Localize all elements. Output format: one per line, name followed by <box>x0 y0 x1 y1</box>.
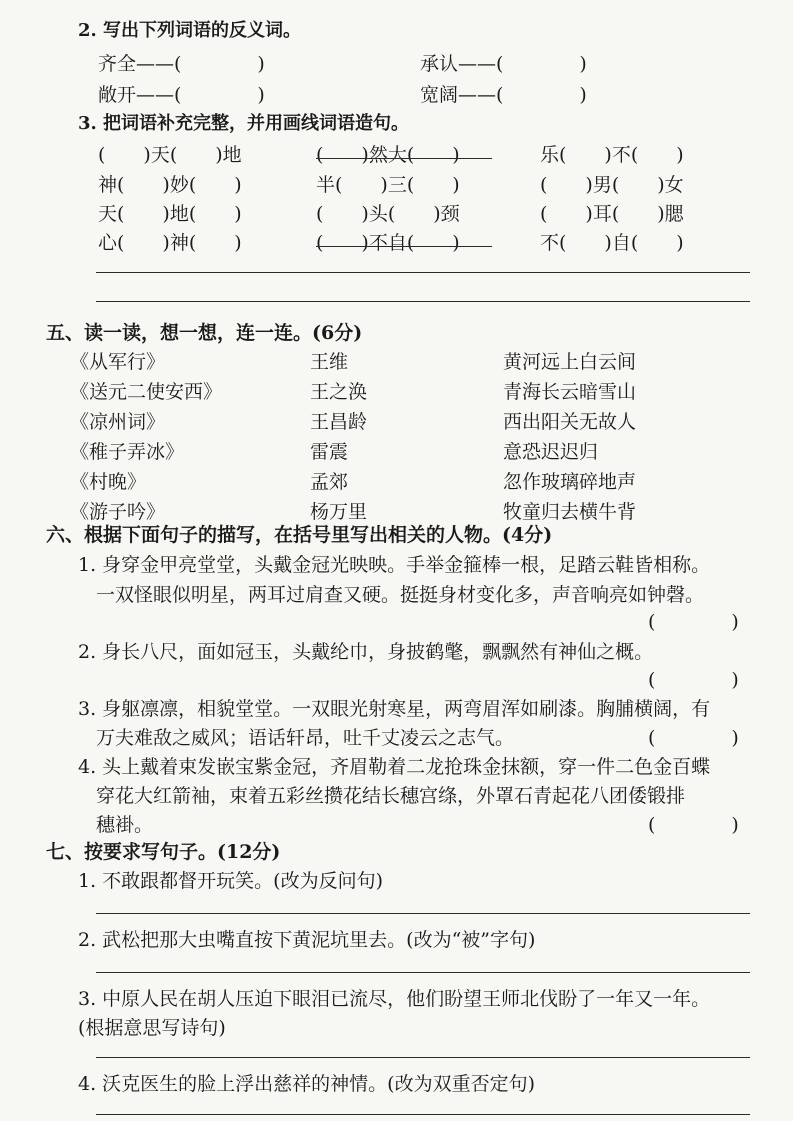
poem-line[interactable]: 黄河远上白云间 <box>503 351 637 373</box>
poem-line[interactable]: 忽作玻璃碎地声 <box>503 471 637 493</box>
answer-parens[interactable]: ( ) <box>648 611 739 633</box>
poet-name[interactable]: 王维 <box>310 351 349 373</box>
q3-word: 神( )妙( ) <box>98 174 242 196</box>
q3-word: ( )耳( )腮 <box>540 203 684 225</box>
section-5-title: 五、读一读，想一想，连一连。(6分) <box>46 322 363 344</box>
answer-line[interactable] <box>96 301 750 302</box>
poem-line[interactable]: 意恐迟迟归 <box>503 441 599 463</box>
q2-item: 承认——( ) <box>420 53 587 75</box>
q3-word: ( )男( )女 <box>540 174 684 196</box>
s7-q3-line1: 3. 中原人民在胡人压迫下眼泪已流尽，他们盼望王师北伐盼了一年又一年。 <box>78 988 711 1010</box>
poem-title[interactable]: 《稚子弄冰》 <box>70 441 185 463</box>
s6-q3-line1: 3. 身躯凛凛，相貌堂堂。一双眼光射寒星，两弯眉浑如刷漆。胸脯横阔，有 <box>78 698 711 720</box>
answer-line[interactable] <box>96 972 750 973</box>
poet-name[interactable]: 雷震 <box>310 441 349 463</box>
answer-parens[interactable]: ( ) <box>648 669 739 691</box>
q2-item: 齐全——( ) <box>98 53 265 75</box>
poem-line[interactable]: 西出阳关无故人 <box>503 411 637 433</box>
poet-name[interactable]: 王昌龄 <box>310 411 368 433</box>
q3-word: 心( )神( ) <box>98 232 242 254</box>
q2-title: 2. 写出下列词语的反义词。 <box>78 20 302 41</box>
q3-word: 乐( )不( ) <box>540 144 684 166</box>
s6-q1-line1: 1. 身穿金甲亮堂堂，头戴金冠光映映。手举金箍棒一根，足踏云鞋皆相称。 <box>78 554 711 576</box>
poem-title[interactable]: 《从军行》 <box>70 351 166 373</box>
s7-q2: 2. 武松把那大虫嘴直按下黄泥坑里去。(改为“被”字句) <box>78 929 536 951</box>
s7-q1: 1. 不敢跟都督开玩笑。(改为反问句) <box>78 870 383 892</box>
q3-word: ( )不自( ) <box>316 232 460 254</box>
answer-line[interactable] <box>96 272 750 273</box>
q3-word: 不( )自( ) <box>540 232 684 254</box>
poem-title[interactable]: 《凉州词》 <box>70 411 166 433</box>
q3-word: 半( )三( ) <box>316 174 460 196</box>
poem-title[interactable]: 《送元二使安西》 <box>70 381 223 403</box>
poet-name[interactable]: 王之涣 <box>310 381 368 403</box>
word-underline <box>316 158 492 159</box>
poem-title[interactable]: 《游子吟》 <box>70 501 166 523</box>
q2-item: 宽阔——( ) <box>420 84 587 106</box>
s7-q4: 4. 沃克医生的脸上浮出慈祥的神情。(改为双重否定句) <box>78 1073 535 1095</box>
word-underline <box>316 246 492 247</box>
answer-line[interactable] <box>96 1114 750 1115</box>
q2-item: 敞开——( ) <box>98 84 265 106</box>
q3-word: ( )头( )颈 <box>316 203 460 225</box>
s6-q2: 2. 身长八尺，面如冠玉，头戴纶巾，身披鹤氅，飘飘然有神仙之概。 <box>78 641 654 663</box>
q3-word: ( )天( )地 <box>98 144 242 166</box>
poem-line[interactable]: 牧童归去横牛背 <box>503 501 637 523</box>
poem-line[interactable]: 青海长云暗雪山 <box>503 381 637 403</box>
s6-q4-line2: 穿花大红箭袖，束着五彩丝攒花结长穗宫绦，外罩石青起花八团倭锻排 <box>96 785 686 807</box>
answer-line[interactable] <box>96 1057 750 1058</box>
section-6-title: 六、根据下面句子的描写，在括号里写出相关的人物。(4分) <box>46 524 553 546</box>
s6-q1-line2: 一双怪眼似明星，两耳过肩查又硬。挺挺身材变化多，声音响亮如钟磬。 <box>96 584 705 606</box>
answer-line[interactable] <box>96 913 750 914</box>
q3-word: 天( )地( ) <box>98 203 242 225</box>
s6-q4-line3: 穗褂。 <box>96 814 154 836</box>
q3-title: 3. 把词语补充完整，并用画线词语造句。 <box>78 113 410 134</box>
section-7-title: 七、按要求写句子。(12分) <box>46 841 281 863</box>
s6-q3-line2: 万夫难敌之威风；语话轩昂，吐千丈凌云之志气。 <box>96 727 515 749</box>
s6-q4-line1: 4. 头上戴着束发嵌宝紫金冠，齐眉勒着二龙抢珠金抹额，穿一件二色金百蝶 <box>78 756 711 778</box>
q3-word: ( )然大( ) <box>316 144 460 166</box>
poem-title[interactable]: 《村晚》 <box>70 471 147 493</box>
s7-q3-line2: (根据意思写诗句) <box>78 1017 226 1039</box>
answer-parens[interactable]: ( ) <box>648 727 739 749</box>
poet-name[interactable]: 杨万里 <box>310 501 368 523</box>
answer-parens[interactable]: ( ) <box>648 814 739 836</box>
poet-name[interactable]: 孟郊 <box>310 471 349 493</box>
